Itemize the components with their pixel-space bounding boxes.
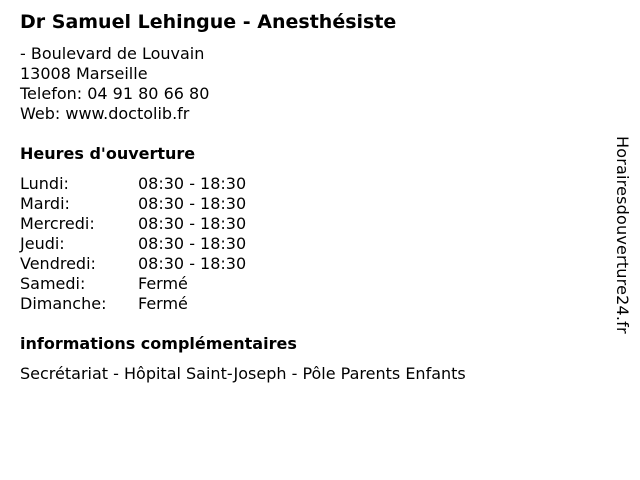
business-card	[20, 10, 600, 400]
site-brand-vertical: Horairesdouverture24.fr	[613, 136, 632, 334]
hours-day: Jeudi:	[20, 234, 65, 253]
hours-day: Mardi:	[20, 194, 70, 213]
hours-day: Dimanche:	[20, 294, 107, 313]
page-title: Dr Samuel Lehingue - Anesthésiste	[20, 11, 397, 33]
website: Web: www.doctolib.fr	[20, 104, 190, 123]
phone: Telefon: 04 91 80 66 80	[20, 84, 210, 103]
hours-time: Fermé	[138, 274, 188, 293]
info-heading: informations complémentaires	[20, 334, 297, 353]
hours-day: Vendredi:	[20, 254, 96, 273]
hours-day: Lundi:	[20, 174, 69, 193]
info-text: Secrétariat - Hôpital Saint-Joseph - Pôle Parents Enfants	[20, 364, 466, 383]
city: 13008 Marseille	[20, 64, 148, 83]
hours-time: 08:30 - 18:30	[138, 194, 247, 213]
hours-day: Samedi:	[20, 274, 86, 293]
hours-time: Fermé	[138, 294, 188, 313]
hours-day: Mercredi:	[20, 214, 95, 233]
hours-time: 08:30 - 18:30	[138, 174, 247, 193]
address-block	[20, 44, 600, 124]
hours-time: 08:30 - 18:30	[138, 234, 247, 253]
hours-heading: Heures d'ouverture	[20, 144, 196, 163]
hours-time: 08:30 - 18:30	[138, 254, 247, 273]
hours-time: 08:30 - 18:30	[138, 214, 247, 233]
hours-table	[20, 174, 600, 314]
street-address: - Boulevard de Louvain	[20, 44, 205, 63]
